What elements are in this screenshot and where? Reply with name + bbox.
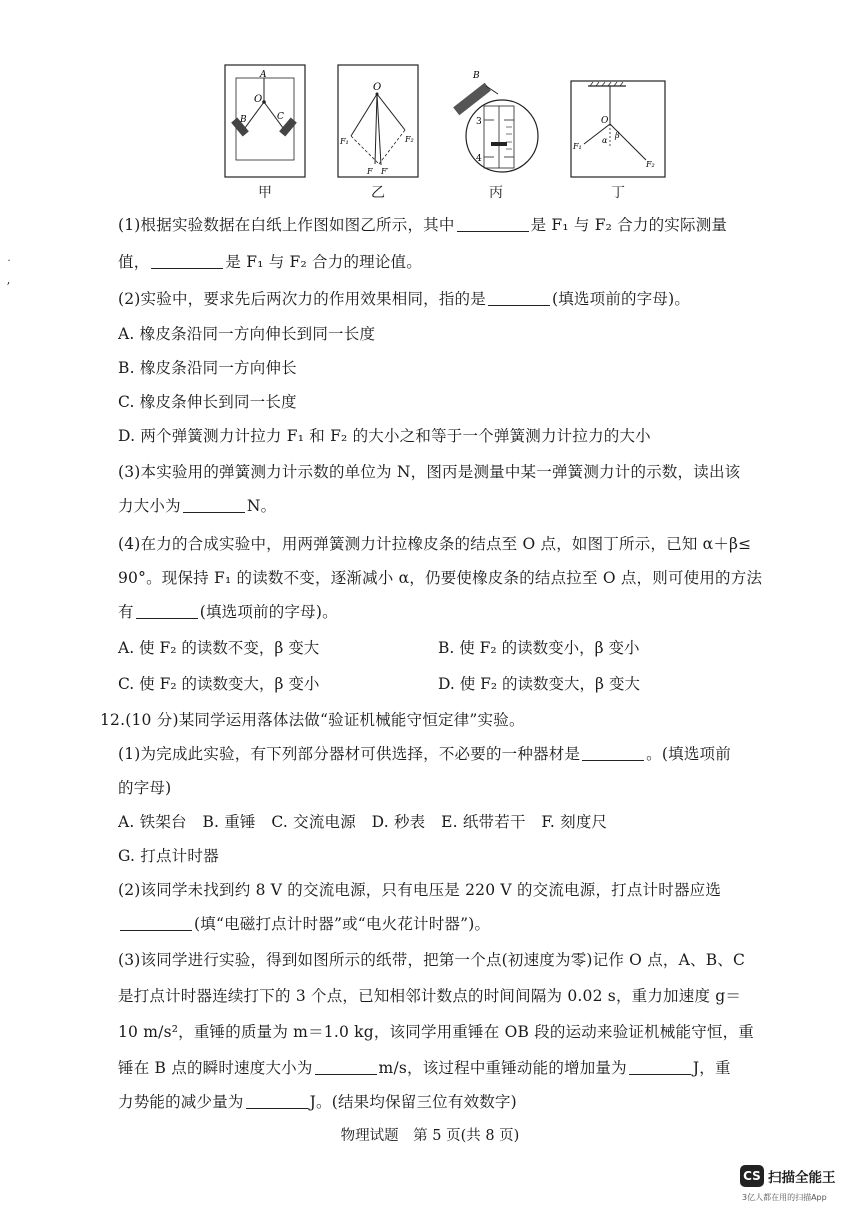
text: 锤在 B 点的瞬时速度大小为: [118, 1059, 313, 1077]
fig-ding-label-o: O: [601, 116, 609, 126]
q11-2-option-b: B. 橡皮条沿同一方向伸长: [118, 359, 297, 377]
scan-mark: ʼ: [6, 280, 10, 294]
text: (填选项前的字母)。: [551, 290, 691, 308]
q11-4-option-c: C. 使 F₂ 的读数变大，β 变小: [118, 675, 320, 693]
q11-2-option-a: A. 橡皮条沿同一方向伸长到同一长度: [118, 325, 376, 343]
answer-blank[interactable]: [457, 215, 529, 232]
answer-blank[interactable]: [246, 1092, 308, 1109]
q12-3-line2: 是打点计时器连续打下的 3 个点，已知相邻计数点的时间间隔为 0.02 s，重力加速度 g＝: [118, 987, 742, 1005]
q12-3-line3: 10 m/s²，重锤的质量为 m＝1.0 kg，该同学用重锤在 OB 段的运动来验证机械能守恒，重: [118, 1023, 755, 1041]
q12-2-line2: [118, 913, 490, 935]
q11-3-line2: [118, 495, 276, 517]
text: (1)根据实验数据在白纸上作图如图乙所示，其中: [118, 216, 455, 234]
text: 是 F₁ 与 F₂ 合力的理论值。: [225, 253, 422, 271]
fig-ding-label-beta: β: [615, 131, 620, 140]
q12-1-options: A. 铁架台 B. 重锤 C. 交流电源 D. 秒表 E. 纸带若干 F. 刻度尺: [118, 813, 608, 831]
text: 有: [118, 603, 134, 621]
fig-ding-label-f2: F₂: [646, 160, 655, 169]
scanner-watermark: [740, 1163, 850, 1211]
answer-blank[interactable]: [136, 602, 198, 619]
scan-mark: ˙: [6, 258, 12, 272]
fig-yi-label-f1: F₁: [340, 137, 349, 146]
q11-4-option-a: A. 使 F₂ 的读数不变，β 变大: [118, 639, 320, 657]
figure-bing-drawing: [450, 64, 542, 179]
fig-yi-label-f: F: [367, 167, 373, 176]
text: 。(填选项前: [646, 745, 731, 763]
fig-jia-label-b: B: [240, 115, 247, 125]
text: (2)实验中，要求先后两次力的作用效果相同，指的是: [118, 290, 486, 308]
figure-row: [0, 64, 860, 204]
text: (1)为完成此实验，有下列部分器材可供选择，不必要的一种器材是: [118, 745, 581, 763]
q12-3-line4: [118, 1057, 731, 1079]
fig-yi-label-fprime: F′: [381, 167, 389, 176]
text: (填选项前的字母)。: [199, 603, 338, 621]
q11-4-line2: 90°。现保持 F₁ 的读数不变，逐渐减小 α，仍要使橡皮条的结点拉至 O 点，则可使用的方法: [118, 569, 763, 587]
scanner-tagline: 3亿人都在用的扫描App: [742, 1193, 827, 1202]
q11-1-line2: [118, 251, 422, 273]
figure-ding: [570, 64, 666, 201]
text: J。(结果均保留三位有效数字): [309, 1093, 517, 1111]
q12-heading: 12.(10 分)某同学运用落体法做“验证机械能守恒定律”实验。: [100, 711, 525, 729]
figure-yi: [337, 64, 419, 201]
text: N。: [246, 497, 277, 515]
text: 力大小为: [118, 497, 181, 515]
fig-yi-label-o: O: [373, 82, 382, 93]
q12-1-line1: [118, 743, 731, 765]
text: 值，: [118, 253, 150, 271]
q11-2-line: [118, 288, 690, 310]
q12-1-option-g: G. 打点计时器: [118, 847, 219, 865]
text: 力势能的减少量为: [118, 1093, 244, 1111]
answer-blank[interactable]: [582, 744, 644, 761]
figure-jia-drawing: [224, 64, 306, 179]
answer-blank[interactable]: [488, 289, 550, 306]
scanner-app-name: 扫描全能王: [768, 1170, 836, 1186]
answer-blank[interactable]: [183, 496, 245, 513]
fig-bing-tick-3: 3: [476, 117, 482, 127]
text: (填“电磁打点计时器”或“电火花计时器”)。: [194, 915, 491, 933]
text: m/s，该过程中重锤动能的增加量为: [378, 1059, 627, 1077]
q12-3-line1: (3)该同学进行实验，得到如图所示的纸带，把第一个点(初速度为零)记作 O 点，A、B、C: [118, 951, 746, 969]
fig-yi-label-f2: F₂: [405, 135, 414, 144]
q12-2-line1: (2)该同学未找到约 8 V 的交流电源，只有电压是 220 V 的交流电源，打点计时器应选: [118, 881, 722, 899]
figure-caption-bing: 丙: [489, 185, 503, 201]
fig-jia-label-a: A: [260, 70, 267, 80]
page-footer: 物理试题 第 5 页(共 8 页): [340, 1128, 520, 1144]
q12-1-line2: 的字母): [118, 779, 172, 797]
fig-jia-label-c: C: [277, 112, 284, 122]
figure-caption-yi: 乙: [371, 185, 385, 201]
q12-3-line5: [118, 1091, 517, 1113]
figure-jia: [224, 64, 306, 201]
q11-2-option-c: C. 橡皮条伸长到同一长度: [118, 393, 297, 411]
answer-blank[interactable]: [629, 1058, 691, 1075]
figure-yi-drawing: [337, 64, 419, 179]
fig-ding-label-alpha: α: [602, 136, 608, 145]
q11-1-line1: [118, 214, 727, 236]
q11-3-line1: (3)本实验用的弹簧测力计示数的单位为 N，图丙是测量中某一弹簧测力计的示数，读出该: [118, 463, 741, 481]
figure-ding-drawing: [570, 64, 666, 179]
text: J，重: [692, 1059, 731, 1077]
q11-4-line1: (4)在力的合成实验中，用两弹簧测力计拉橡皮条的结点至 O 点，如图丁所示，已知 α＋β≤: [118, 535, 752, 553]
q11-4-option-d: D. 使 F₂ 的读数变大，β 变大: [438, 675, 640, 693]
answer-blank[interactable]: [151, 252, 223, 269]
fig-bing-tick-4: 4: [476, 154, 482, 164]
fig-bing-label-b: B: [473, 71, 480, 81]
figure-bing: [450, 64, 542, 201]
q11-4-line3: [118, 601, 338, 623]
figure-caption-jia: 甲: [258, 185, 272, 201]
fig-ding-label-f1: F₁: [573, 142, 582, 151]
text: 是 F₁ 与 F₂ 合力的实际测量: [530, 216, 728, 234]
camscanner-logo-icon: CS: [740, 1165, 764, 1187]
answer-blank[interactable]: [315, 1058, 377, 1075]
answer-blank[interactable]: [120, 914, 192, 931]
q11-4-option-b: B. 使 F₂ 的读数变小，β 变小: [438, 639, 640, 657]
q11-2-option-d: D. 两个弹簧测力计拉力 F₁ 和 F₂ 的大小之和等于一个弹簧测力计拉力的大小: [118, 427, 651, 445]
figure-caption-ding: 丁: [611, 185, 625, 201]
fig-jia-label-o: O: [254, 94, 263, 105]
